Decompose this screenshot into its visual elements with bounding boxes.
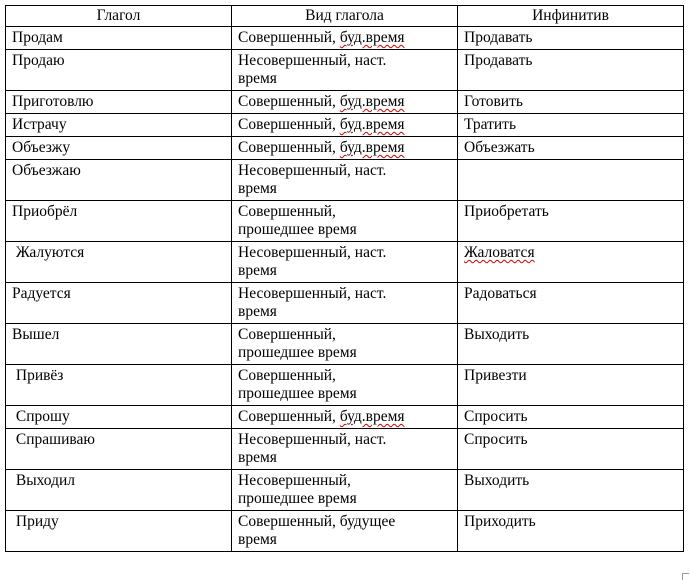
infinitive-cell [458,160,684,201]
aspect-cell [232,470,458,511]
verb-table [5,5,684,552]
verb-cell: Объезжаю [6,160,232,201]
verb-cell: Продаю [6,50,232,91]
verb-cell: Жалуются [6,242,232,283]
verb-cell: Приду [6,511,232,552]
aspect-cell [232,365,458,406]
infinitive-cell: Радоваться [458,283,684,324]
table-row [6,429,684,470]
aspect-cell [232,27,458,50]
infinitive-cell: Объезжать [458,137,684,160]
aspect-spellcheck-text: буд.время [339,408,405,425]
infinitive-spellcheck-text: Жаловатся [464,244,535,261]
verb-cell: Выходил [6,470,232,511]
header-infinitive: Инфинитив [458,6,684,27]
aspect-cell [232,50,458,91]
aspect-text: Несовершенный, наст. время [238,285,387,320]
table-row [6,114,684,137]
table-row [6,511,684,552]
table-row [6,201,684,242]
table-header-row [6,6,684,27]
aspect-text: Совершенный, [238,116,340,133]
table-row [6,470,684,511]
verb-cell: Приготовлю [6,91,232,114]
aspect-cell [232,511,458,552]
verb-cell: Вышел [6,324,232,365]
infinitive-cell: Приходить [458,511,684,552]
infinitive-cell: Тратить [458,114,684,137]
table-row [6,242,684,283]
aspect-text: Совершенный, [238,408,340,425]
infinitive-cell: Продавать [458,27,684,50]
aspect-text: Совершенный, прошедшее время [238,203,357,238]
verb-cell: Спрошу [6,406,232,429]
verb-cell: Спрашиваю [6,429,232,470]
infinitive-cell: Привезти [458,365,684,406]
aspect-text: Несовершенный, наст. время [238,431,387,466]
aspect-cell [232,324,458,365]
aspect-text: Несовершенный, наст. время [238,52,387,87]
aspect-text: Совершенный, прошедшее время [238,326,357,361]
verb-cell: Объезжу [6,137,232,160]
aspect-cell [232,429,458,470]
aspect-cell [232,137,458,160]
infinitive-cell: Продавать [458,50,684,91]
verb-cell: Продам [6,27,232,50]
aspect-text: Совершенный, [238,29,340,46]
infinitive-cell: Спросить [458,429,684,470]
table-row [6,50,684,91]
aspect-cell [232,160,458,201]
table-row [6,137,684,160]
aspect-spellcheck-text: буд.время [339,93,405,110]
aspect-cell [232,201,458,242]
aspect-spellcheck-text: буд.время [339,139,405,156]
infinitive-cell: Выходить [458,470,684,511]
infinitive-cell: Спросить [458,406,684,429]
aspect-cell [232,91,458,114]
table-row [6,160,684,201]
aspect-text: Совершенный, будущее время [238,513,396,548]
verb-cell: Привёз [6,365,232,406]
aspect-text: Совершенный, прошедшее время [238,367,357,402]
table-row [6,27,684,50]
resize-corner-mark [682,573,689,580]
infinitive-cell [458,242,684,283]
aspect-cell [232,283,458,324]
verb-cell: Радуется [6,283,232,324]
aspect-cell [232,242,458,283]
aspect-cell [232,114,458,137]
aspect-text: Совершенный, [238,139,340,156]
table-row [6,406,684,429]
aspect-spellcheck-text: буд.время [339,116,405,133]
table-body [6,27,684,552]
aspect-text: Несовершенный, наст. время [238,162,387,197]
table-row [6,91,684,114]
header-aspect: Вид глагола [232,6,458,27]
verb-cell: Истрачу [6,114,232,137]
aspect-text: Несовершенный, прошедшее время [238,472,357,507]
aspect-spellcheck-text: буд.время [339,29,405,46]
header-verb: Глагол [6,6,232,27]
aspect-cell [232,406,458,429]
table-row [6,365,684,406]
infinitive-cell: Приобретать [458,201,684,242]
table-row [6,283,684,324]
aspect-text: Несовершенный, наст. время [238,244,387,279]
aspect-text: Совершенный, [238,93,340,110]
infinitive-cell: Выходить [458,324,684,365]
table-row [6,324,684,365]
verb-cell: Приобрёл [6,201,232,242]
infinitive-cell: Готовить [458,91,684,114]
